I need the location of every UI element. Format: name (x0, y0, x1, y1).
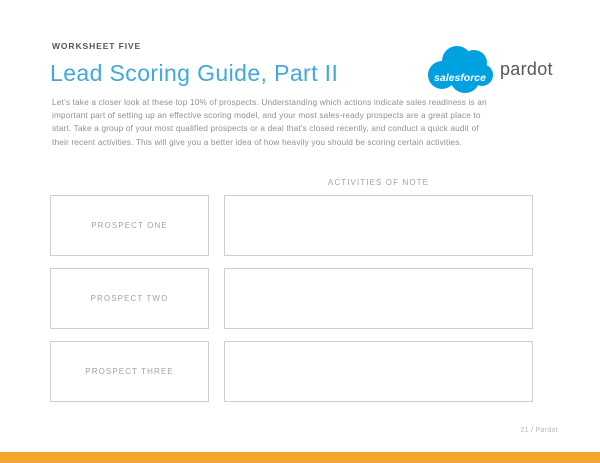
intro-line: start. Take a group of your most qualified prospects or a deal that’s closed recently, and conduct a quick audit of (52, 123, 479, 134)
activities-column-header: ACTIVITIES OF NOTE (327, 178, 430, 187)
salesforce-cloud-icon (427, 45, 493, 94)
intro-line: their recent activities. This will give you a better idea of how heavily you should be scoring certain activities. (52, 136, 462, 147)
worksheet-eyebrow: WORKSHEET FIVE (52, 41, 142, 51)
page-number-footer: 21 / Pardot (520, 427, 558, 434)
prospect-one-activities-box[interactable] (224, 195, 533, 256)
intro-line: Let’s take a closer look at these top 10% of prospects. Understanding which actions indicate sales readiness is an (52, 97, 487, 107)
prospect-row (0, 195, 600, 256)
prospect-two-box[interactable] (50, 268, 209, 329)
pardot-wordmark: pardot (500, 59, 553, 79)
prospect-two-label: PROSPECT TWO (90, 294, 169, 303)
salesforce-wordmark: salesforce (434, 72, 486, 84)
prospect-three-activities-box[interactable] (224, 341, 533, 402)
page-title: Lead Scoring Guide, Part II (50, 60, 339, 86)
prospect-one-box[interactable] (50, 195, 209, 256)
intro-paragraph (52, 96, 487, 149)
salesforce-pardot-logo (427, 45, 553, 94)
prospect-one-label: PROSPECT ONE (91, 221, 168, 230)
prospect-row (0, 341, 600, 402)
prospect-two-activities-box[interactable] (224, 268, 533, 329)
prospect-three-label: PROSPECT THREE (85, 367, 174, 376)
footer-accent-bar (0, 452, 600, 463)
intro-line: important part of setting up an effective scoring model, and your most sales-ready prospects are a great place to (52, 110, 481, 121)
prospect-row (0, 268, 600, 329)
prospect-three-box[interactable] (50, 341, 209, 402)
